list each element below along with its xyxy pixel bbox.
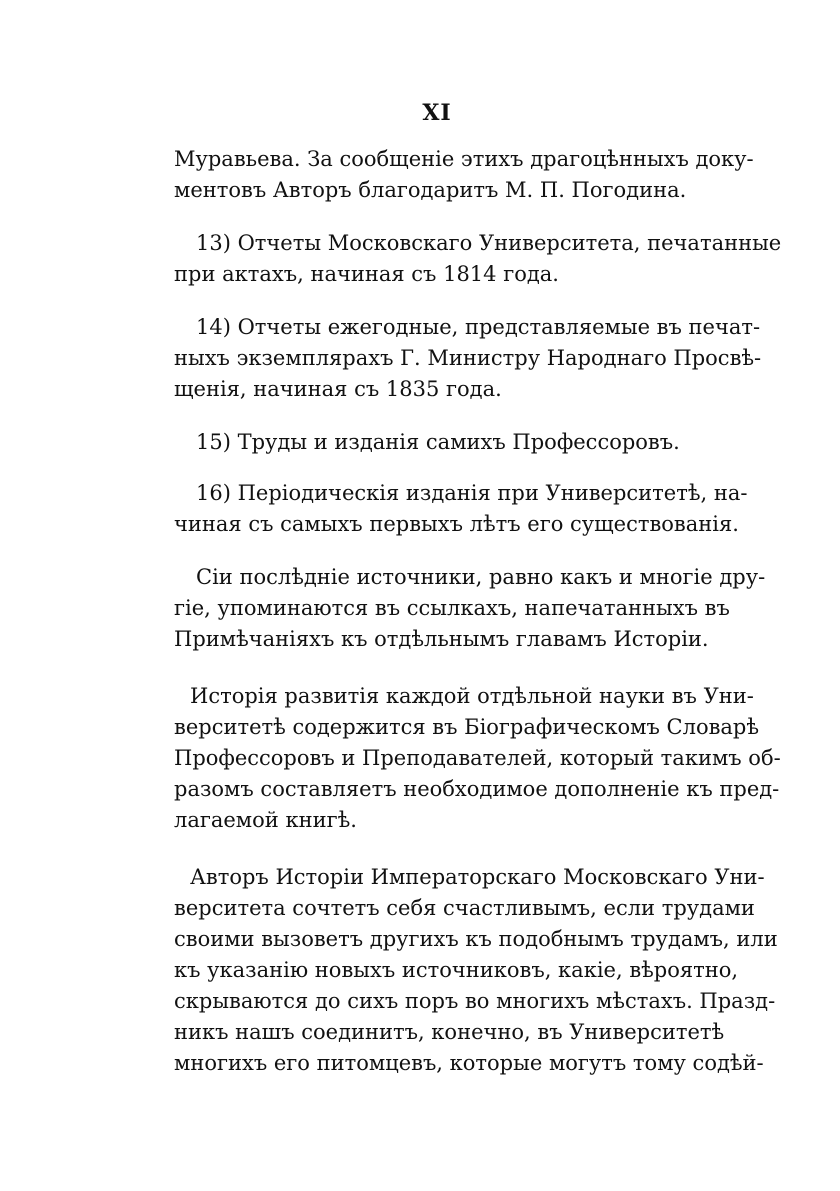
book-page [174,100,782,1160]
text-line: разомъ составляетъ необходимое дополненiе къ пред- [174,777,780,801]
text-line: лагаемой книгѣ. [174,808,357,832]
text-line: чиная съ самыхъ первыхъ лѣтъ его существованiя. [174,512,739,536]
text-line: гiе, упоминаются въ ссылкахъ, напечатанныхъ въ [174,596,730,620]
page-number: XI [422,100,452,126]
text-line: 13) Отчеты Московскаго Университета, печатанные [196,231,782,255]
paragraph-history [174,681,781,836]
text-line: Муравьева. За сообщенiе этихъ драгоцѣнныхъ доку- [174,147,754,171]
paragraph-item-15 [174,427,700,458]
paragraph-item-16 [174,478,748,540]
paragraph-continuation [174,144,754,206]
text-line: 15) Труды и изданiя самихъ Профессоровъ. [196,430,680,454]
text-line: 14) Отчеты ежегодные, представляемые въ печат- [196,315,761,339]
paragraph-item-13 [174,228,782,290]
text-line: Исторiя развитiя каждой отдѣльной науки въ Уни- [190,684,754,708]
text-line: своими вызоветъ другихъ къ подобнымъ трудамъ, или [174,927,778,951]
text-line: верситетѣ содержится въ Бiографическомъ Словарѣ [174,715,760,739]
text-line: къ указанiю новыхъ источниковъ, какiе, вѣроятно, [174,958,739,982]
text-line: при актахъ, начиная съ 1814 года. [174,262,559,286]
text-line: щенiя, начиная съ 1835 года. [174,377,502,401]
text-line: никъ нашъ соединитъ, конечно, въ Университетѣ [174,1020,725,1044]
text-line: Сiи послѣднiе источники, равно какъ и многiе дру- [196,565,766,589]
text-line: ментовъ Авторъ благодаритъ М. П. Погодина. [174,178,687,202]
paragraph-author [174,862,778,1079]
text-line: Примѣчанiяхъ къ отдѣльнымъ главамъ Исторiи. [174,627,709,651]
text-line: 16) Перiодическiя изданiя при Университетѣ, на- [196,481,748,505]
paragraph-item-14 [174,312,762,405]
text-line: верситета сочтетъ себя счастливымъ, если трудами [174,896,755,920]
text-line: ныхъ экземплярахъ Г. Министру Народнаго Просвѣ- [174,346,762,370]
text-line: Авторъ Исторiи Императорскаго Московскаго Уни- [190,865,765,889]
text-line: многихъ его питомцевъ, которые могутъ тому содѣй- [174,1051,764,1075]
paragraph-sources [174,562,766,655]
text-line: Профессоровъ и Преподавателей, который такимъ об- [174,746,781,770]
text-line: скрываются до сихъ поръ во многихъ мѣстахъ. Празд- [174,989,776,1013]
